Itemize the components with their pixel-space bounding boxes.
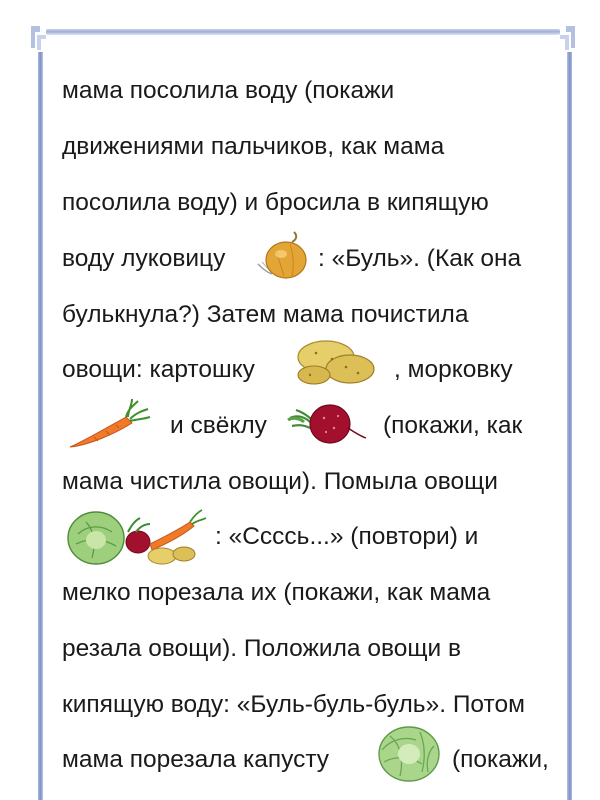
- frame-corner-right-ornament: [556, 22, 578, 52]
- potatoes-icon: [292, 335, 378, 387]
- text-line-12: кипящую воду: «Буль-буль-буль». Потом: [62, 691, 525, 718]
- text-line-6b: , морковку: [394, 356, 513, 383]
- text-line-11: резала овощи). Положила овощи в: [62, 635, 461, 662]
- text-line-4b: : «Буль». (Как она: [318, 245, 522, 272]
- text-line-7a: и свёклу: [170, 412, 267, 439]
- text-line-4a: воду луковицу: [62, 245, 226, 272]
- beet-icon: [286, 400, 368, 450]
- text-line-9: : «Ссссь...» (повтори) и: [215, 523, 479, 550]
- frame-corner-left-ornament: [28, 22, 50, 52]
- frame-left-border: [38, 52, 43, 800]
- frame-right-border: [567, 52, 572, 800]
- text-line-7b: (покажи, как: [383, 412, 523, 439]
- text-line-6a: овощи: картошку: [62, 356, 255, 383]
- text-line-10: мелко порезала их (покажи, как мама: [62, 579, 491, 606]
- text-line-8: мама чистила овощи). Помыла овощи: [62, 468, 498, 495]
- carrot-icon: [64, 397, 154, 453]
- cabbage-icon: [376, 722, 442, 784]
- text-line-5: булькнула?) Затем мама почистила: [62, 301, 469, 328]
- frame-top-border: [46, 29, 560, 35]
- onion-icon: [254, 228, 314, 284]
- text-line-13b: (покажи,: [452, 746, 549, 773]
- text-line-2: движениями пальчиков, как мама: [62, 133, 445, 160]
- text-line-1: мама посолила воду (покажи: [62, 77, 395, 104]
- text-line-3: посолила воду) и бросила в кипящую: [62, 189, 489, 216]
- text-line-13a: мама порезала капусту: [62, 746, 330, 773]
- vegetables-icon: [66, 504, 208, 568]
